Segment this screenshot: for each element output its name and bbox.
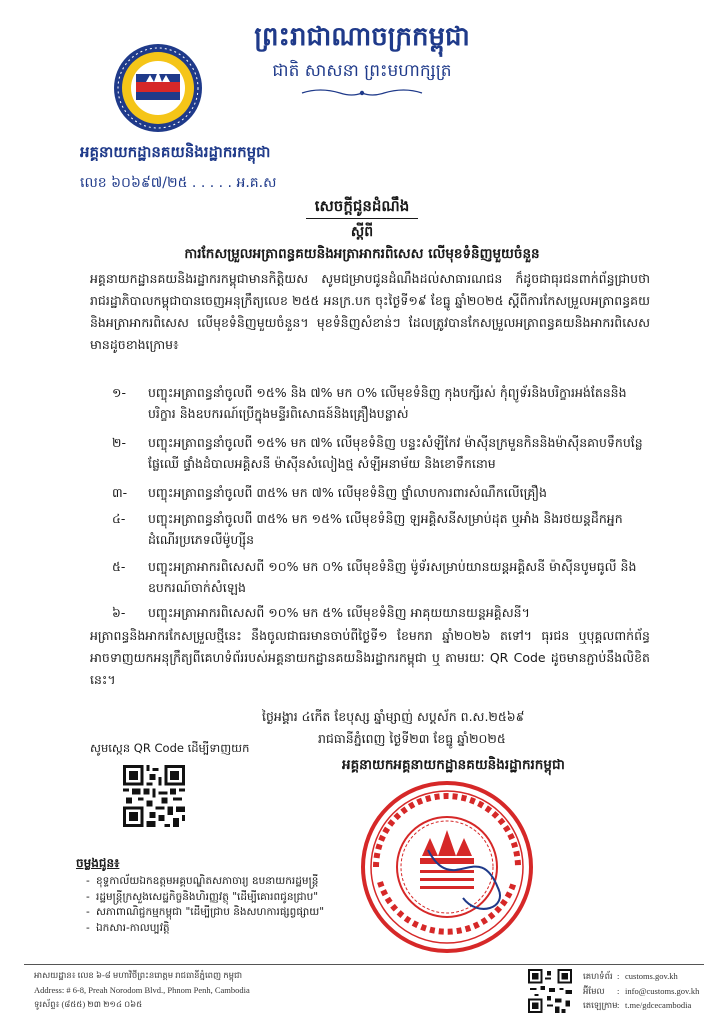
list-item-number: ៤- (112, 511, 126, 526)
footer-contacts (583, 969, 713, 1013)
list-item-text: បញ្ចុះអត្រាអាករពិសេសពី ១០% មក ០% លើមុខទំនិញ ម៉ូទ័រសម្រាប់យានយន្តអគ្គិសនី ម៉ាស៊ីនបូមធូលី និងឧបករណ៍ចាក់សំឡេង (148, 559, 637, 595)
customs-logo (112, 42, 204, 134)
recipient-item: - ឯកសារ-កាលប្បវត្តិ (86, 921, 386, 937)
list-item-number: ១- (112, 385, 126, 400)
national-motto: ជាតិ សាសនា ព្រះមហាក្សត្រ (272, 61, 452, 81)
contact-website[interactable]: គេហទំព័រ : customs.gov.kh (583, 969, 713, 984)
reference-number: លេខ ៦០៦៩៧/២៥ . . . . . អ.គ.ស (80, 175, 277, 191)
contact-telegram[interactable]: តេឡេក្រាម : t.me/gdcecambodia (583, 998, 713, 1013)
list-item-text: បញ្ចុះអត្រាពន្ធនាំចូលពី ១៥% និង ៧% មក ០% លើមុខទំនិញ កុងបក្សីរស់ កុំព្យូទ័រនិងបរិក្ខារអង់តែននិងបរិក្ខារ និងឧបករណ៍ប្រើក្នុងមន្ទីរពិសោធន៍និងគ្រឿងបន្លាស់ (148, 385, 627, 421)
footer-qr-code-icon[interactable] (528, 969, 572, 1013)
contact-value[interactable]: info@customs.gov.kh (625, 985, 700, 996)
ref-label: លេខ (80, 175, 107, 191)
department-name: អគ្គនាយកដ្ឋានគយនិងរដ្ឋាករកម្ពុជា (80, 143, 271, 161)
recipients-list (86, 874, 386, 936)
list-item-text: បញ្ចុះអត្រាអាករពិសេសពី ១០% មក ៥% លើមុខទំនិញ អាគុយយានយន្តអគ្គិសនី។ (148, 605, 530, 620)
list-item-number: ៥- (112, 559, 126, 574)
signer-title: អគ្គនាយកអគ្គនាយកដ្ឋានគយនិងរដ្ឋាករកម្ពុជា (342, 757, 565, 773)
address-khmer: អាសយដ្ឋាន៖ លេខ ៦-៨ មហាវិថីព្រះនរោត្តម រាជធានីភ្នំពេញ កម្ពុជា (34, 970, 243, 980)
contact-label: គេហទំព័រ (583, 971, 613, 981)
recipients-title: ចម្លងជូន៖ (76, 856, 120, 870)
contact-value[interactable]: t.me/gdcecambodia (625, 1000, 692, 1010)
qr-note: សូមស្កេន QR Code ដើម្បីទាញយក (90, 741, 250, 755)
recipient-item: - រដ្ឋមន្ត្រីក្រសួងសេដ្ឋកិច្ចនិងហិរញ្ញវត្ថុ "ដើម្បីគោរពជូនជ្រាប" (86, 890, 386, 906)
contact-label: តេឡេក្រាម (583, 1000, 618, 1010)
address-english: Address: # 6-8, Preah Norodom Blvd., Phnom Penh, Cambodia (34, 984, 250, 995)
title-underline (306, 218, 418, 219)
contact-value[interactable]: customs.gov.kh (625, 971, 678, 981)
header-ornament-icon (300, 87, 424, 99)
closing-paragraph: អត្រាពន្ធនិងអាករកែសម្រួលថ្មីនេះ នឹងចូលជាធរមានចាប់ពីថ្ងៃទី១ ខែមករា ឆ្នាំ២០២៦ តទៅ។ ធុរជន ឬបុគ្គលពាក់ព័ន្ធអាចទាញយកអនុក្រឹត្យពីគេហទំព័ររបស់អគ្គនាយកដ្ឋានគយនិងរដ្ឋាករកម្ពុជា ឬ តាមរយៈ QR Code ដូចមានភ្ជាប់នឹងលិខិតនេះ។ (90, 628, 650, 687)
subject-label: ស្ដីពី (350, 224, 374, 240)
intro-paragraph: អគ្គនាយកដ្ឋានគយនិងរដ្ឋាករកម្ពុជាមានកិត្តិយស សូមជម្រាបជូនដំណឹងដល់សាធារណជន ក៏ដូចជាធុរជនពាក់ព័ន្ធជ្រាបថា រាជរដ្ឋាភិបាលកម្ពុជាបានចេញអនុក្រឹត្យលេខ ២៥៥ អនក្រ.បក ចុះថ្ងៃទី១៩ ខែធ្នូ ឆ្នាំ២០២៥ ស្ដីពីការកែសម្រួលអត្រាពន្ធគយនិងអត្រាអាករពិសេស លើមុខទំនិញមួយចំនួន។ មុខទំនិញសំខាន់ៗ ដែលត្រូវបានកែសម្រួលអត្រាពន្ធគយនិងអាករពិសេស មានដូចខាងក្រោម៖ (90, 271, 650, 352)
list-item-number: ៣- (112, 485, 128, 500)
list-item-text: បញ្ចុះអត្រាពន្ធនាំចូលពី ៣៥% មក ៧% លើមុខទំនិញ ថ្នាំលាបការពារសំណឹកលើគ្រឿង (148, 485, 547, 500)
kingdom-heading: ព្រះរាជាណាចក្រកម្ពុជា (254, 22, 470, 52)
recipient-item: - សភាពាណិជ្ជកម្មកម្ពុជា "ដើម្បីជ្រាប និងសហការផ្សព្វផ្សាយ" (86, 905, 386, 921)
footer-address (34, 968, 464, 1012)
ref-suffix: អ.គ.ស (236, 175, 277, 191)
subject-line: ការកែសម្រួលអត្រាពន្ធគយនិងអត្រាអាករពិសេស លើមុខទំនិញមួយចំនួន (184, 246, 540, 262)
ref-number-value: ៦០៦៩៧/២៥ (111, 175, 188, 191)
list-item-text: បញ្ចុះអត្រាពន្ធនាំចូលពី ៣៥% មក ១៥% លើមុខទំនិញ ឡអគ្គិសនីសម្រាប់ដុត ឬអាំង និងរថយន្តដឹកអ្នកដំណើរប្រភេទលីម៉ូហ្ស៊ីន (148, 511, 623, 547)
list-item-number: ៦- (112, 605, 126, 620)
contact-label: អ៊ីមែល (583, 985, 605, 996)
qr-code-icon[interactable] (123, 765, 185, 827)
list-item-number: ២- (112, 435, 126, 450)
notice-title: សេចក្ដីជូនដំណឹង (314, 197, 410, 215)
list-item-text: បញ្ចុះអត្រាពន្ធនាំចូលពី ១៥% មក ៧% លើមុខទំនិញ បន្ទះសំឡីកែវ ម៉ាស៊ីនក្រមួនកិននិងម៉ាស៊ីនគាបទឹកបន្លែផ្លែឈើ ផ្ទាំងដំបាលអគ្គិសនី ម៉ាស៊ីនសំលៀងថ្ម សំឡីអនាម័យ និងខោទឹកនោម (148, 435, 643, 471)
footer-divider (24, 964, 704, 965)
lunar-date: ថ្ងៃអង្គារ ៤កើត ខែបុស្ស ឆ្នាំម្សាញ់ សប្តស័ក ព.ស.២៥៦៩ (262, 709, 525, 724)
solar-date: រាជធានីភ្នំពេញ ថ្ងៃទី២៣ ខែធ្នូ ឆ្នាំ២០២៥ (318, 731, 506, 746)
phone-number: ទូរស័ព្ទ៖ (៨៥៥) ២៣ ២១៤ ០៦៥ (34, 999, 143, 1009)
recipient-item: - ខុទ្ទកាល័យឯកឧត្តមអគ្គបណ្ឌិតសភាចារ្យ ឧបនាយករដ្ឋមន្ត្រី (86, 874, 386, 890)
contact-email[interactable]: អ៊ីមែល : info@customs.gov.kh (583, 984, 713, 999)
